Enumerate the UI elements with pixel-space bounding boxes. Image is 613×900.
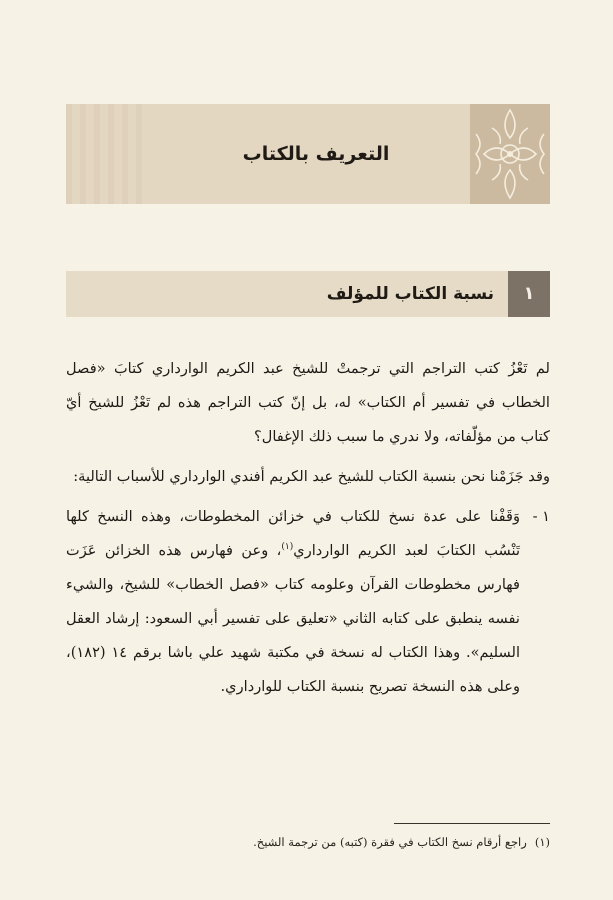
list-marker: ١ - xyxy=(532,508,550,525)
footnote xyxy=(66,833,550,851)
section-number: ١ xyxy=(508,271,550,317)
footnote-reference[interactable]: (١) xyxy=(281,542,294,553)
paragraph: لم تَعْزُ كتب التراجم التي ترجمتْ للشيخ عبد الكريم الوارداري كتابَ «فصل الخطاب في تفسير أم الكتاب» له، بل إنّ كتب التراجم هذه لم تَعْزُ للشيخ أيّ كتاب من مؤلّفاته، ولا ندري ما سبب ذلك الإغفال؟ xyxy=(66,360,550,445)
list-item-text xyxy=(66,500,520,704)
list-text-part: ، وعن فهارس هذه الخزائن عَزَت فهارس مخطوطات القرآن وعلومه كتاب «فصل الخطاب» للشيخ، والشيء نفسه ينطبق على كتابه الثاني «تعليق على تفسير أبي السعود: إرشاد العقل السليم». وهذا الكتاب له نسخة في مكتبة شهيد علي باشا برقم ١٤ (١٨٢)، وعلى هذه النسخة تصريح بنسبة الكتاب للوارداري. xyxy=(66,542,520,695)
section-header xyxy=(66,271,550,317)
banner-texture xyxy=(66,104,146,204)
chapter-title: التعريف بالكتاب xyxy=(242,143,390,165)
footnote-divider xyxy=(394,823,550,824)
arabesque-ornament-icon xyxy=(470,104,550,204)
section-title: نسبة الكتاب للمؤلف xyxy=(326,284,494,304)
chapter-banner xyxy=(66,104,550,204)
paragraph: وقد جَزَمْنا نحن بنسبة الكتاب للشيخ عبد الكريم أفندي الوارداري للأسباب التالية: xyxy=(73,468,550,485)
footnote-text: راجع أرقام نسخ الكتاب في فقرة (كتبه) من ترجمة الشيخ. xyxy=(253,835,527,849)
footnote-number: (١) xyxy=(534,835,550,849)
list-text-part: وَقَفْنا على عدة نسخ للكتاب في خزائن المخطوطات، وهذه النسخ كلها تَنْسُب الكتابَ لعبد الكريم الوارداري xyxy=(66,508,521,559)
body-text xyxy=(66,352,550,704)
list-item xyxy=(66,500,550,704)
